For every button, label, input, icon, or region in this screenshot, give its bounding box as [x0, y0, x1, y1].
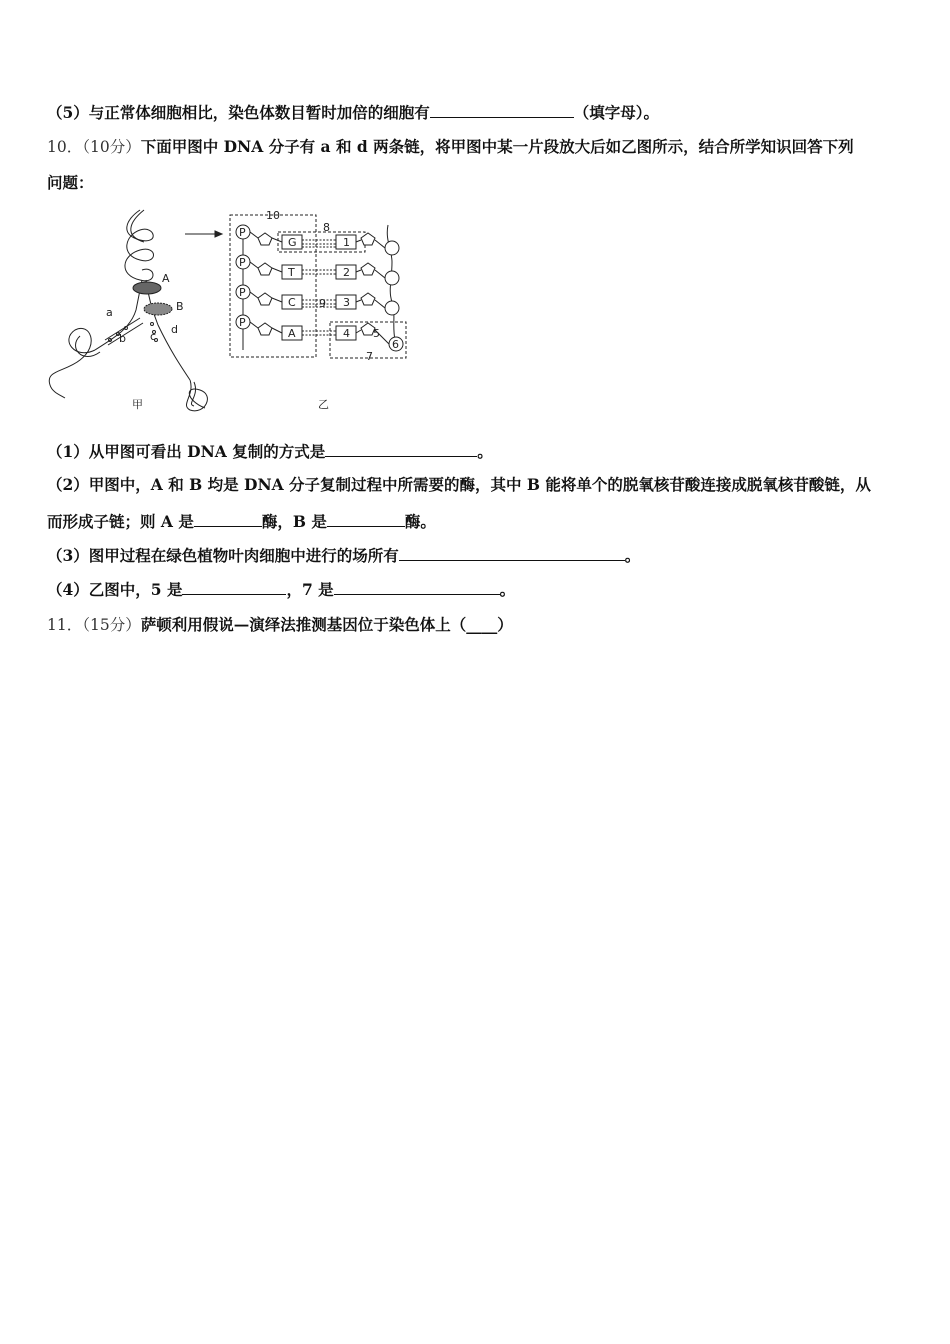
bases-left	[282, 235, 302, 340]
figure-jia	[49, 210, 222, 411]
q10-sub3-line	[47, 546, 640, 566]
label-5: 5	[373, 327, 380, 340]
base-num-1: 1	[343, 236, 350, 249]
h-bonds	[302, 240, 336, 335]
q9-sub5-line	[47, 103, 659, 123]
base-label-C: C	[288, 296, 296, 309]
answer-blank-q10-4b[interactable]	[334, 580, 500, 595]
answer-blank-q10-2b[interactable]	[327, 512, 405, 527]
label-c: c	[150, 330, 157, 343]
answer-blank-q10-4a[interactable]	[182, 580, 286, 595]
label-7: 7	[366, 350, 373, 363]
label-10: 10	[266, 209, 280, 222]
sugars-right	[361, 233, 375, 335]
answer-blank-q9-5[interactable]	[430, 103, 574, 118]
q10-number: 10．（10分）	[47, 138, 141, 156]
q10-stem-line2	[47, 173, 94, 193]
q11-text: 萨顿利用假说—演绎法推测基因位于染色体上（____）	[140, 615, 513, 634]
q10-sub1-suffix: 。	[477, 442, 493, 461]
label-8: 8	[323, 221, 330, 234]
q10-sub2-line2	[47, 512, 436, 532]
label-B: B	[176, 300, 184, 313]
label-6: 6	[392, 338, 399, 351]
bases-right	[336, 235, 356, 340]
q11-number: 11．（15分）	[47, 616, 141, 634]
dna-replication-figure	[40, 200, 420, 415]
q10-sub2-text2b: 酶，B 是	[261, 512, 327, 531]
q10-sub4-text-c: 。	[499, 580, 516, 599]
base-label-G: G	[288, 236, 297, 249]
base-label-A: A	[288, 327, 296, 340]
answer-blank-q10-2a[interactable]	[194, 512, 262, 527]
answer-blank-q10-1[interactable]	[325, 442, 477, 457]
q10-sub3-suffix: 。	[624, 546, 641, 565]
q10-stem-text2: 问题：	[47, 173, 94, 192]
q10-sub2-text2c: 酶。	[404, 512, 436, 531]
q10-sub3-prefix: （3）图甲过程在绿色植物叶肉细胞中进行的场所有	[47, 546, 399, 565]
q10-sub4-text-a: （4）乙图中，5 是	[47, 580, 183, 599]
q10-sub2-text1: （2）甲图中，A 和 B 均是 DNA 分子复制过程中所需要的酶，其中 B 能将单个的脱氧核苷酸连接成脱氧核苷酸链，从	[47, 475, 871, 494]
phosphate-label-2: P	[239, 256, 246, 269]
q11-line	[47, 615, 513, 635]
label-a: a	[106, 306, 113, 319]
q10-sub2-text2a: 而形成子链；则 A 是	[47, 512, 194, 531]
q10-sub4-text-b: ，7 是	[286, 580, 334, 599]
base-num-3: 3	[343, 296, 350, 309]
base-label-T: T	[288, 266, 295, 279]
answer-blank-q10-3[interactable]	[399, 546, 625, 561]
phosphate-label-3: P	[239, 286, 246, 299]
sugars-left	[258, 233, 272, 335]
caption-jia: 甲	[132, 398, 143, 411]
base-num-4: 4	[343, 327, 350, 340]
q10-sub1-prefix: （1）从甲图可看出 DNA 复制的方式是	[47, 442, 326, 461]
q9-sub5-prefix: （5）与正常体细胞相比，染色体数目暂时加倍的细胞有	[47, 103, 430, 122]
q10-sub4-line	[47, 580, 515, 600]
phosphate-label-4: P	[239, 316, 246, 329]
label-A: A	[162, 272, 170, 285]
q10-stem-text: 下面甲图中 DNA 分子有 a 和 d 两条链，将甲图中某一片段放大后如乙图所示，结合所学知识回答下列	[140, 137, 854, 156]
phosphate-label-1: P	[239, 226, 246, 239]
label-d: d	[171, 323, 178, 336]
label-9: 9	[319, 297, 326, 310]
q10-sub2-line1	[47, 475, 871, 495]
q10-sub1-line	[47, 442, 493, 462]
label-b: b	[119, 332, 126, 345]
q10-stem-line1	[47, 137, 854, 157]
caption-yi: 乙	[318, 398, 329, 411]
q9-sub5-suffix: （填字母）。	[573, 103, 660, 122]
base-num-2: 2	[343, 266, 350, 279]
